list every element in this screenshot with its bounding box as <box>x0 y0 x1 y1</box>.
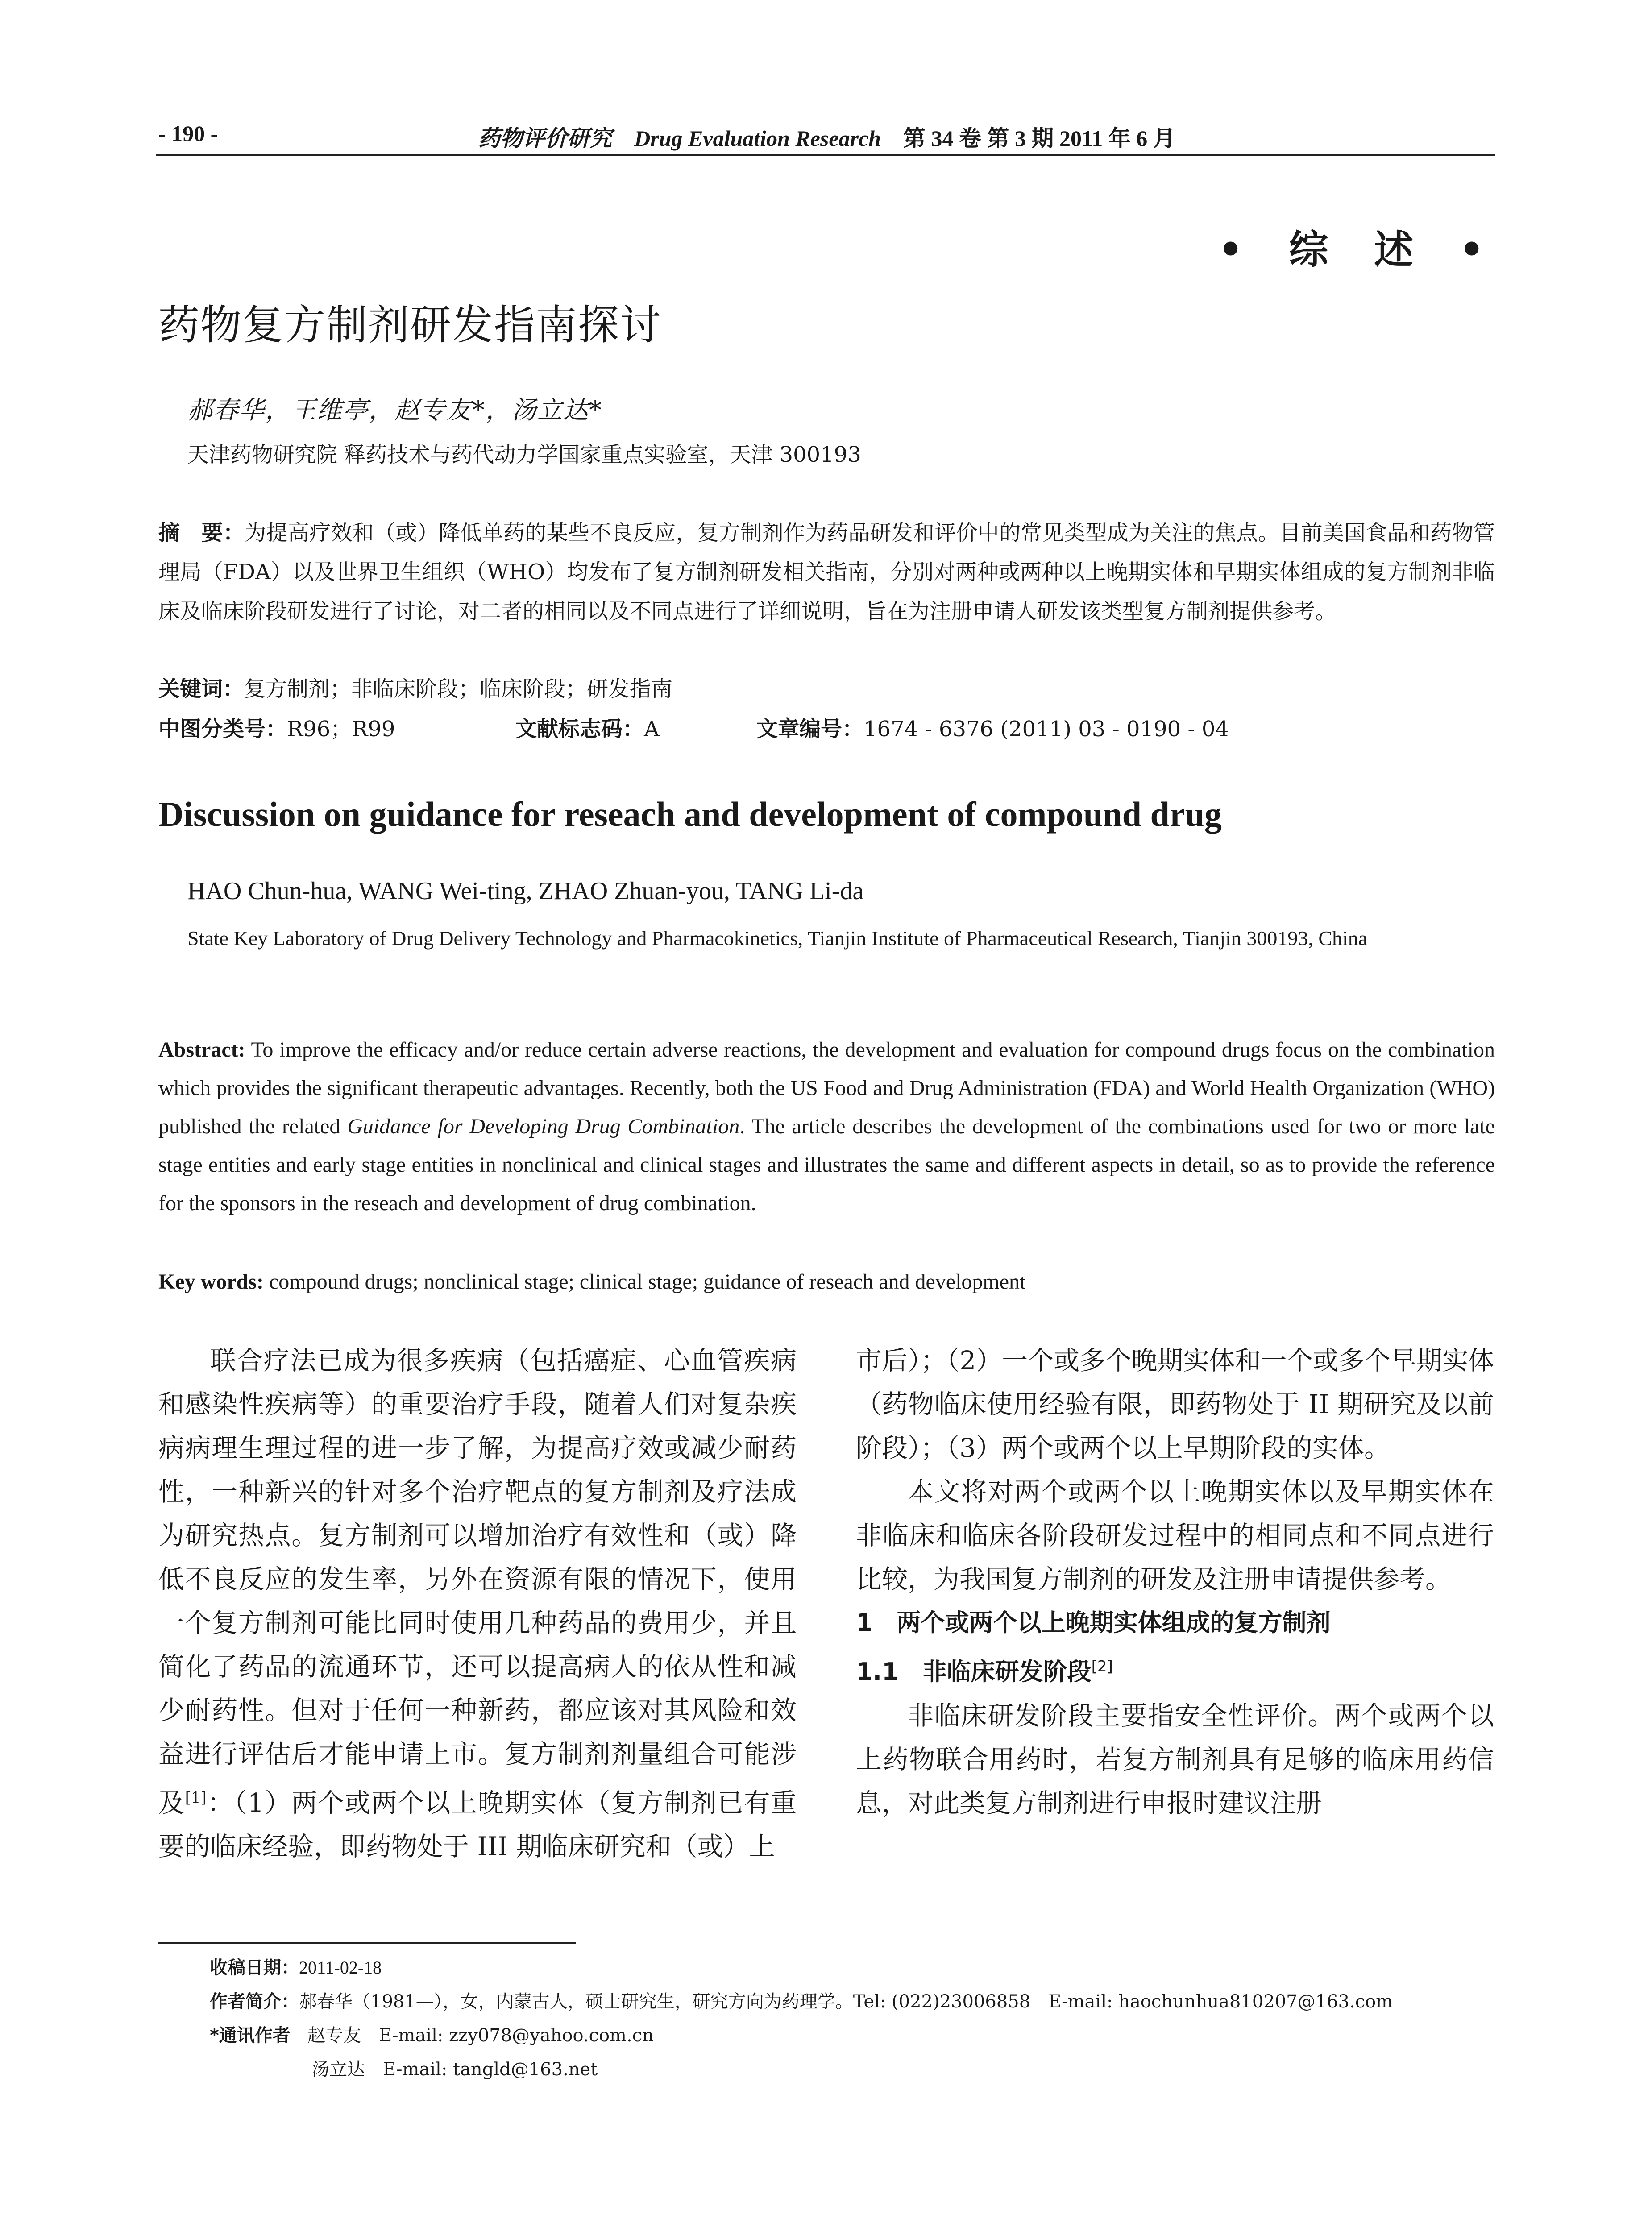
keywords-en-text: compound drugs; nonclinical stage; clinical stage; guidance of reseach and development <box>263 1270 1026 1294</box>
page-number: - 190 - <box>158 121 218 146</box>
body-column-right <box>856 1339 1494 1825</box>
title-en: Discussion on guidance for reseach and development of compound drug <box>158 795 1222 834</box>
clc-value: R96；R99 <box>287 717 395 742</box>
title-cn: 药物复方制剂研发指南探讨 <box>158 301 662 349</box>
journal-line <box>158 120 1495 153</box>
citation: [1] <box>185 1789 207 1807</box>
abstract-en-label: Abstract: <box>158 1038 245 1062</box>
abstract-en-italic: Guidance for Developing Drug Combination <box>347 1115 740 1138</box>
section-heading-1-1 <box>856 1645 1494 1694</box>
received-value: 2011-02-18 <box>299 1957 382 1978</box>
keywords-cn-label: 关键词： <box>158 676 245 701</box>
section-heading-1: 1 两个或两个以上晚期实体组成的复方制剂 <box>856 1609 1331 1637</box>
bio-label: 作者简介： <box>210 1991 299 2012</box>
clc-label: 中图分类号： <box>158 717 287 742</box>
abstract-cn-text: 为提高疗效和（或）降低单药的某些不良反应，复方制剂作为药品研发和评价中的常见类型成为关注的焦点。目前美国食品和药物管理局（FDA）以及世界卫生组织（WHO）均发布了复方制剂研发相关指南，分别对两种或两种以上晚期实体和早期实体组成的复方制剂非临床及临床阶段研发进行了讨论，对二者的相同以及不同点进行了详细说明，旨在为注册申请人研发该类型复方制剂提供参考。 <box>158 520 1495 624</box>
journal-name-en: Drug Evaluation Research <box>634 126 881 151</box>
running-header <box>158 120 1495 156</box>
classification-line <box>158 709 1495 749</box>
abstract-en-text-2: . The article describes the development of the combinations used for two or more late stage entities and early stage entities in nonclinical and clinical stages and illustrates the same and different aspects in detail, so as to provide the reference for the sponsors in the reseach and development of drug combination. <box>158 1115 1495 1215</box>
body-text: ：（1）两个或两个以上晚期实体（复方制剂已有重要的临床经验，即药物处于 III 期临床研究和（或）上 <box>158 1787 797 1862</box>
body-paragraph: 非临床研发阶段主要指安全性评价。两个或两个以上药物联合用药时，若复方制剂具有足够的临床用药信息，对此类复方制剂进行申报时建议注册 <box>856 1700 1494 1818</box>
abstract-cn <box>158 513 1495 631</box>
abstract-cn-label: 摘 要： <box>158 520 245 545</box>
received-date <box>210 1951 1393 1985</box>
body-text: 联合疗法已成为很多疾病（包括癌症、心血管疾病和感染性疾病等）的重要治疗手段，随着人们对复杂疾病病理生理过程的进一步了解，为提高疗效或减少耐药性，一种新兴的针对多个治疗靶点的复方制剂及疗法成为研究热点。复方制剂可以增加治疗有效性和（或）降低不良反应的发生率，另外在资源有限的情况下，使用一个复方制剂可能比同时使用几种药品的费用少，并且简化了药品的流通环节，还可以提高病人的依从性和减少耐药性。但对于任何一种新药，都应该对其风险和效益进行评估后才能申请上市。复方制剂剂量组合可能涉及 <box>158 1345 797 1818</box>
corr-author-2: 汤立达 E-mail: tangld@163.net <box>311 2059 598 2080</box>
footnotes <box>210 1951 1393 2086</box>
author-bio <box>210 1985 1393 2019</box>
section-label: • 综 述 • <box>1218 226 1500 273</box>
body-paragraph: 市后）；（2）一个或多个晚期实体和一个或多个早期实体（药物临床使用经验有限，即药物处于 II 期研究及以前阶段）；（3）两个或两个以上早期阶段的实体。 <box>856 1345 1494 1463</box>
doc-value: A <box>644 717 660 742</box>
keywords-en <box>158 1263 1495 1301</box>
abstract-en <box>158 1031 1495 1223</box>
footnote-rule <box>158 1942 576 1944</box>
authors-en: HAO Chun-hua, WANG Wei-ting, ZHAO Zhuan-you, TANG Li-da <box>187 877 864 905</box>
body-paragraph: 本文将对两个或两个以上晚期实体以及早期实体在非临床和临床各阶段研发过程中的相同点和不同点进行比较，为我国复方制剂的研发及注册申请提供参考。 <box>856 1476 1494 1594</box>
keywords-cn-text: 复方制剂；非临床阶段；临床阶段；研发指南 <box>244 676 673 701</box>
corresponding-author <box>210 2019 1393 2053</box>
article-number <box>756 709 1229 749</box>
doc-label: 文献标志码： <box>515 717 644 742</box>
article-label: 文章编号： <box>756 717 864 742</box>
affiliation-en: State Key Laboratory of Drug Delivery Technology and Pharmacokinetics, Tianjin Institute of Pharmaceutical Research, Tianjin 300193, China <box>187 927 1368 950</box>
corresponding-author <box>210 2053 1393 2086</box>
bio-value: 郝春华（1981—），女，内蒙古人，硕士研究生，研究方向为药理学。Tel: (022)23006858 E-mail: haochunhua810207@163.com <box>299 1991 1393 2012</box>
body-column-left <box>158 1339 797 1868</box>
clc-number <box>158 709 515 749</box>
journal-name-cn: 药物评价研究 <box>478 126 612 151</box>
issue-info: 第 34 卷 第 3 期 2011 年 6 月 <box>903 126 1175 151</box>
citation: [2] <box>1091 1658 1113 1675</box>
body-paragraph <box>158 1339 797 1868</box>
header-rule <box>156 154 1495 156</box>
section-heading-text: 1.1 非临床研发阶段 <box>856 1658 1092 1686</box>
keywords-en-label: Key words: <box>158 1270 264 1294</box>
keywords-cn <box>158 669 1495 709</box>
article-value: 1674 - 6376 (2011) 03 - 0190 - 04 <box>863 717 1229 742</box>
authors-cn: 郝春华，王维亭，赵专友*，汤立达* <box>187 396 602 425</box>
received-label: 收稿日期： <box>210 1957 299 1978</box>
corr-author-1: 赵专友 E-mail: zzy078@yahoo.com.cn <box>307 2025 654 2046</box>
doc-code <box>515 709 756 749</box>
corr-label: *通讯作者 <box>210 2025 291 2046</box>
abstract-en-text-1: To improve the efficacy and/or reduce certain adverse reactions, the development and evaluation for compound drugs focus on the combination which provides the significant therapeutic advantages. Recently, both the US Food and Drug Administration (FDA) and World Health Organization (WHO) published the related <box>158 1038 1495 1138</box>
affiliation-cn: 天津药物研究院 释药技术与药代动力学国家重点实验室，天津 300193 <box>187 442 861 467</box>
